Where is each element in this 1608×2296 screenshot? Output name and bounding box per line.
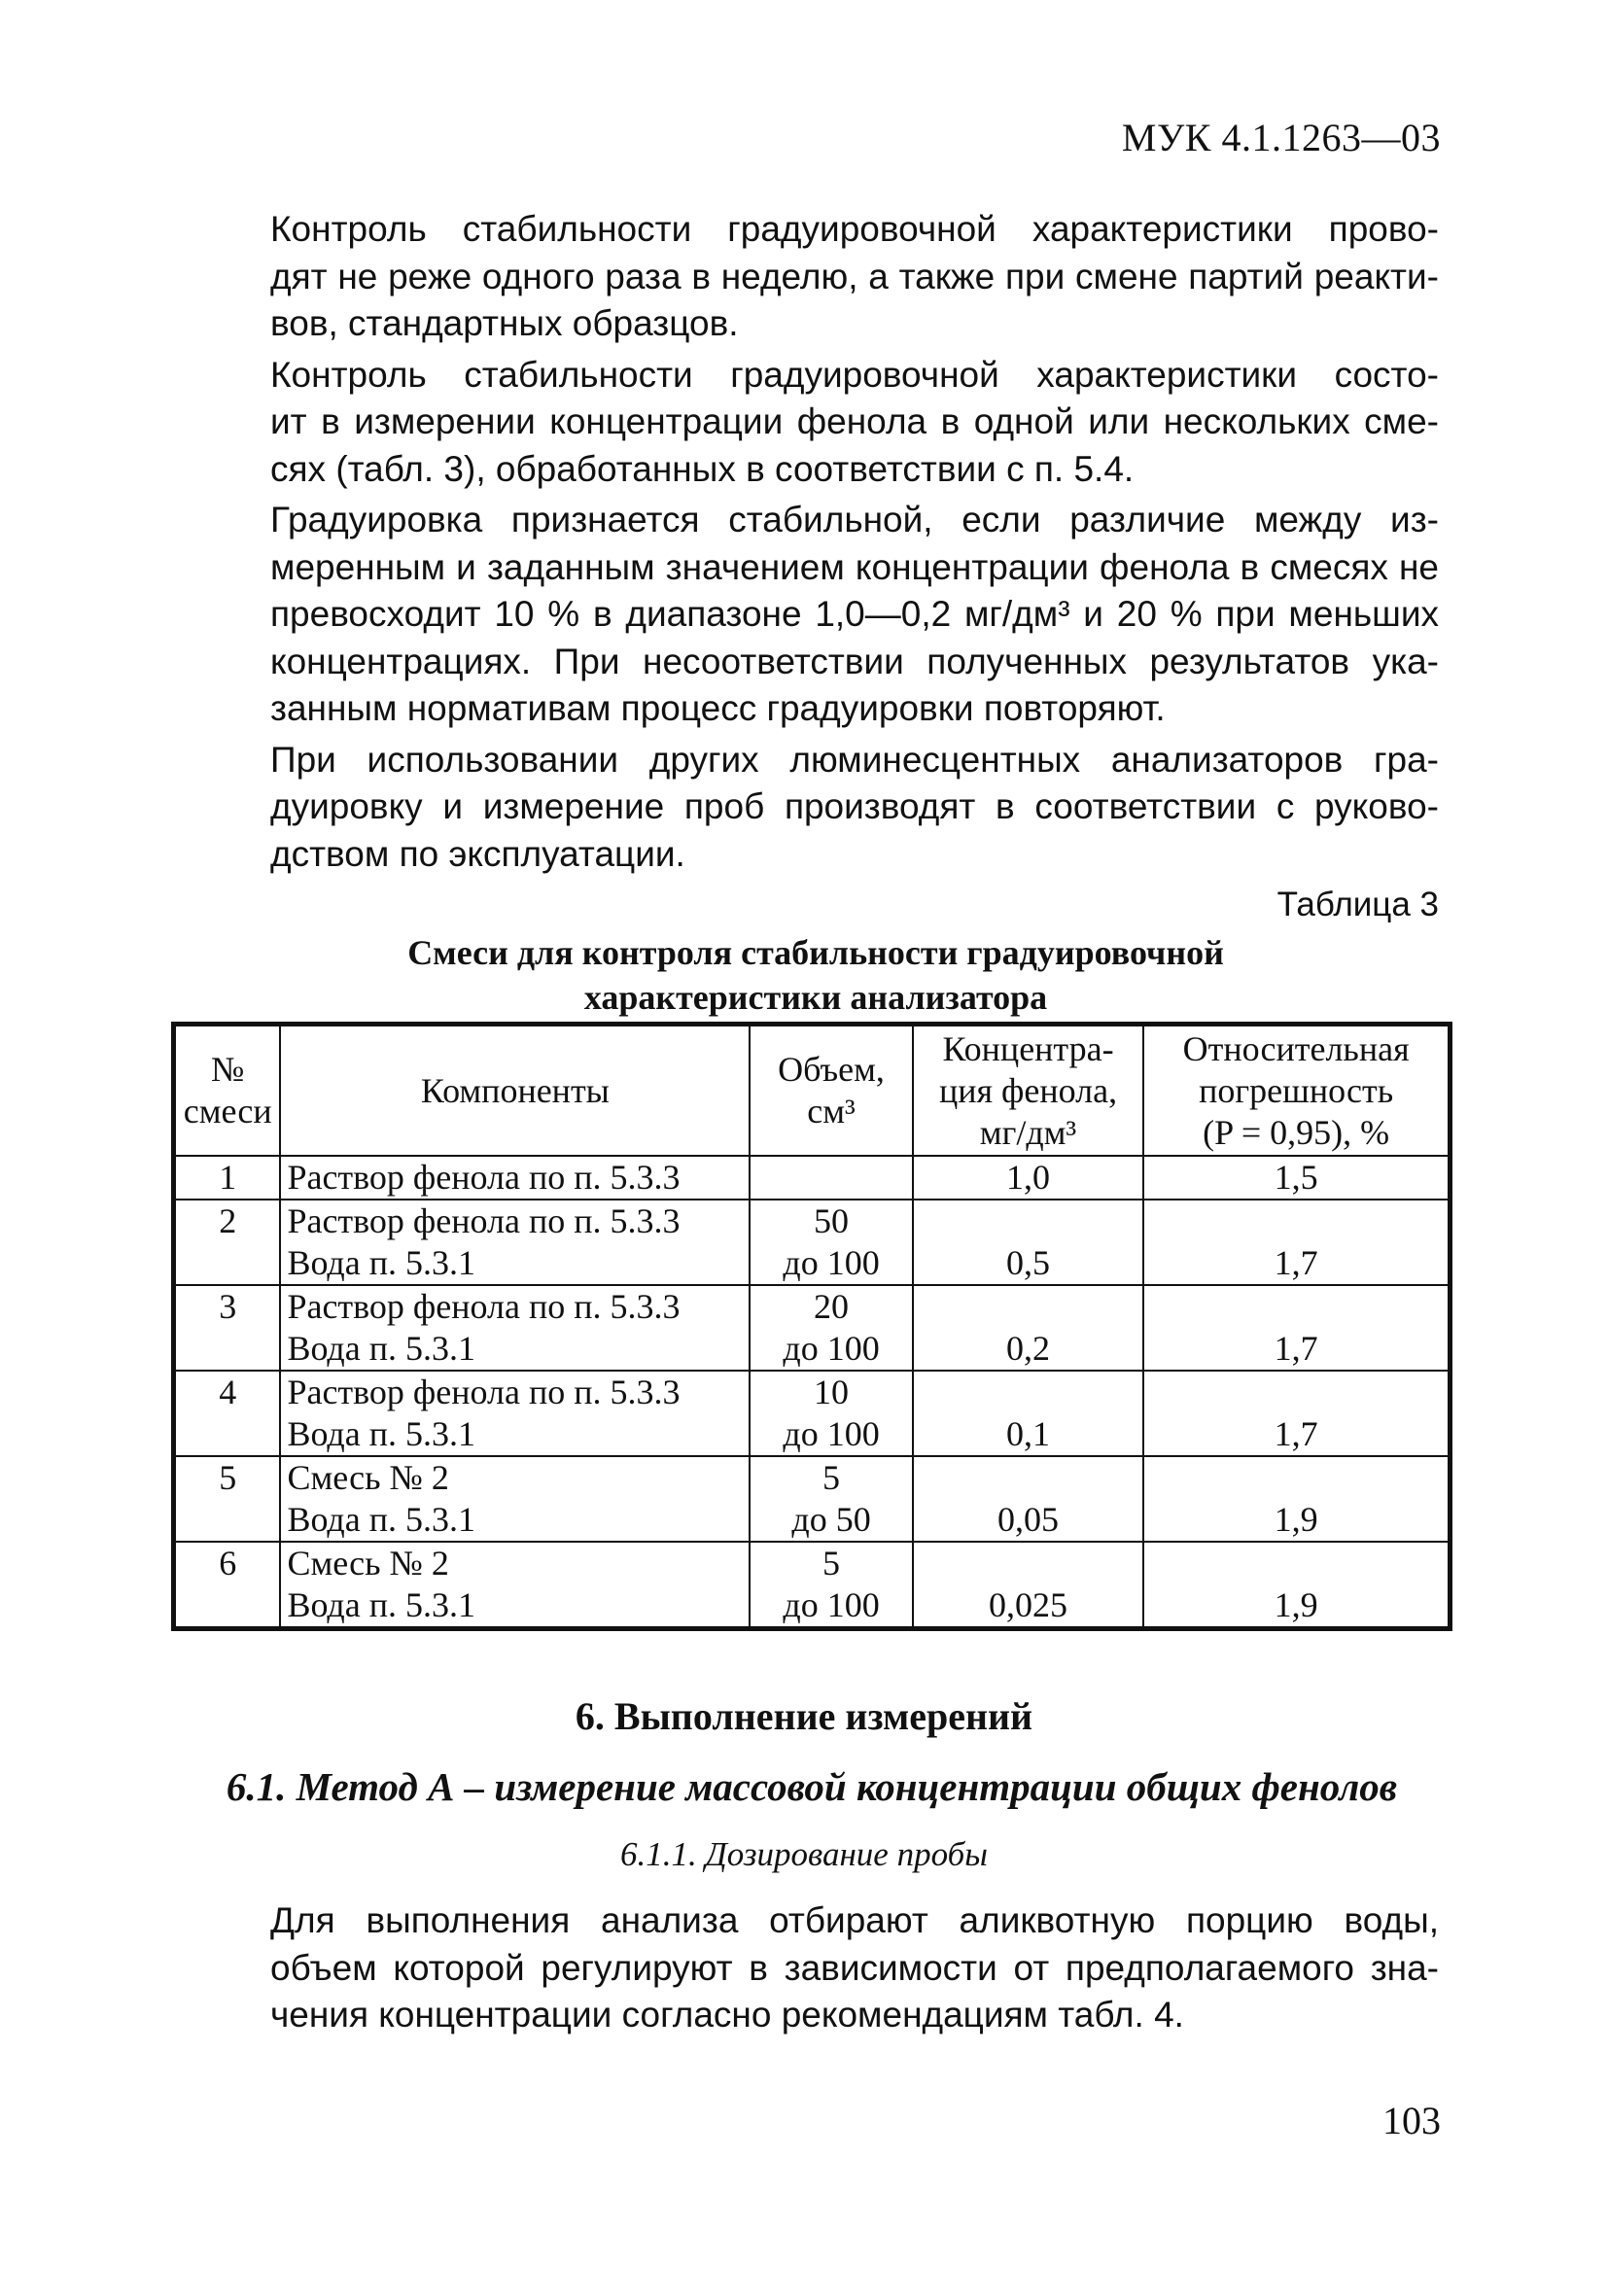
- table-label: Таблица 3: [1276, 886, 1439, 923]
- cell-number: 4: [174, 1371, 281, 1456]
- table-row: [174, 1156, 1451, 1200]
- header-concentration: Концентра- ция фенола, мг/дм³: [913, 1025, 1143, 1157]
- header-mixture-number: № смеси: [174, 1025, 281, 1157]
- cell-components: Раствор фенола по п. 5.3.3: [280, 1156, 750, 1200]
- cell-concentration: 0,2: [913, 1285, 1143, 1371]
- table-row: [174, 1542, 1451, 1629]
- text-line: вов, стандартных образцов.: [270, 303, 739, 343]
- text-line: объем которой регулируют в зависимости от предполагаемого зна-: [270, 1947, 1439, 1988]
- cell-error: 1,5: [1143, 1156, 1450, 1200]
- text-line: Для выполнения анализа отбирают аликвотную порцию воды,: [270, 1900, 1439, 1940]
- cell-number: 2: [174, 1200, 281, 1285]
- cell-error: 1,7: [1143, 1200, 1450, 1285]
- top-text-block: [192, 206, 1439, 1049]
- cell-volume: 20 до 100: [750, 1285, 912, 1371]
- cell-error: 1,7: [1143, 1285, 1450, 1371]
- table-row: [174, 1371, 1451, 1456]
- text-line: Градуировка признается стабильной, если различие между из-: [270, 500, 1439, 539]
- cell-concentration: 0,05: [913, 1456, 1143, 1542]
- cell-volume: 10 до 100: [750, 1371, 912, 1456]
- document-code-header: МУК 4.1.1263—03: [1121, 116, 1441, 159]
- header-relative-error: Относительная погрешность (P = 0,95), %: [1143, 1025, 1450, 1157]
- cell-concentration: 0,025: [913, 1542, 1143, 1629]
- cell-error: 1,9: [1143, 1542, 1450, 1629]
- table-title: [192, 930, 1439, 1020]
- text-line: Контроль стабильности градуировочной характеристики состо-: [270, 354, 1439, 395]
- bottom-text-block: [192, 1897, 1439, 2043]
- subsubsection-heading: 6.1.1. Дозирование пробы: [620, 1835, 988, 1873]
- table-title-line: Смеси для контроля стабильности градуировочной: [407, 933, 1224, 972]
- cell-concentration: 0,1: [913, 1371, 1143, 1456]
- cell-components: Смесь № 2 Вода п. 5.3.1: [280, 1456, 750, 1542]
- text-line: концентрациях. При несоответствии полученных результатов ука-: [270, 641, 1439, 681]
- subsection-heading: 6.1. Метод А – измерение массовой концентрации общих фенолов: [226, 1764, 1398, 1809]
- cell-volume: 50 до 100: [750, 1200, 912, 1285]
- mixtures-table: [171, 1022, 1452, 1631]
- table-header-row: [174, 1025, 1451, 1157]
- text-line: меренным и заданным значением концентрации фенола в смесях не: [270, 546, 1439, 587]
- text-line: дством по эксплуатации.: [270, 833, 685, 874]
- table-row: [174, 1200, 1451, 1285]
- cell-components: Раствор фенола по п. 5.3.3 Вода п. 5.3.1: [280, 1200, 750, 1285]
- text-line: При использовании других люминесцентных анализаторов гра-: [270, 739, 1439, 780]
- text-line: сях (табл. 3), обработанных в соответствии с п. 5.4.: [270, 448, 1135, 489]
- header-components: Компоненты: [280, 1025, 750, 1157]
- paragraph-stability-frequency: [192, 206, 1439, 348]
- text-line: превосходит 10 % в диапазоне 1,0—0,2 мг/дм³ и 20 % при меньших: [270, 594, 1439, 634]
- page-number: 103: [1382, 2099, 1441, 2142]
- cell-volume: 5 до 100: [750, 1542, 912, 1629]
- cell-number: 1: [174, 1156, 281, 1200]
- cell-error: 1,9: [1143, 1456, 1450, 1542]
- text-line: дуировку и измерение проб производят в соответствии с руково-: [270, 786, 1439, 826]
- text-line: занным нормативам процесс градуировки повторяют.: [270, 688, 1166, 728]
- cell-components: Смесь № 2 Вода п. 5.3.1: [280, 1542, 750, 1629]
- text-line: дят не реже одного раза в неделю, а также при смене партий реакти-: [270, 256, 1439, 296]
- paragraph-stability-criteria: [192, 497, 1439, 733]
- table-row: [174, 1285, 1451, 1371]
- paragraph-sample-dosing: [192, 1897, 1439, 2039]
- cell-concentration: 1,0: [913, 1156, 1143, 1200]
- paragraph-stability-method: [192, 352, 1439, 494]
- paragraph-other-analyzers: [192, 737, 1439, 879]
- cell-volume: [750, 1156, 912, 1200]
- cell-number: 5: [174, 1456, 281, 1542]
- text-line: Контроль стабильности градуировочной характеристики прово-: [270, 209, 1439, 249]
- cell-error: 1,7: [1143, 1371, 1450, 1456]
- cell-concentration: 0,5: [913, 1200, 1143, 1285]
- table-row: [174, 1456, 1451, 1542]
- text-line: ит в измерении концентрации фенола в одной или нескольких сме-: [270, 401, 1439, 441]
- text-line: чения концентрации согласно рекомендациям табл. 4.: [270, 1995, 1184, 2035]
- section-heading: 6. Выполнение измерений: [575, 1694, 1033, 1738]
- cell-components: Раствор фенола по п. 5.3.3 Вода п. 5.3.1: [280, 1285, 750, 1371]
- table-title-line: характеристики анализатора: [583, 978, 1048, 1017]
- cell-components: Раствор фенола по п. 5.3.3 Вода п. 5.3.1: [280, 1371, 750, 1456]
- cell-number: 6: [174, 1542, 281, 1629]
- cell-number: 3: [174, 1285, 281, 1371]
- cell-volume: 5 до 50: [750, 1456, 912, 1542]
- header-volume: Объем, см³: [750, 1025, 912, 1157]
